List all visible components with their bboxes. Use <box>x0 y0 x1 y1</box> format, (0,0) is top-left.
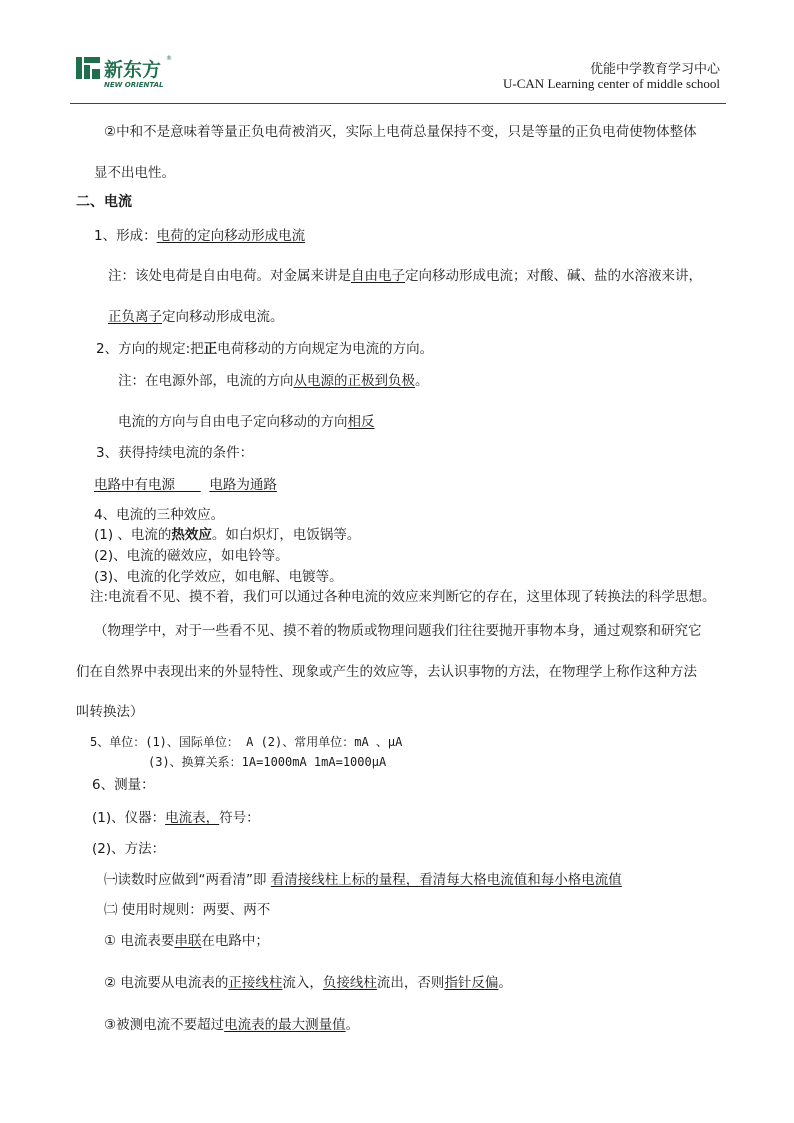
rule-max-current: ③被测电流不要超过电流表的最大测量值。 <box>104 1017 360 1033</box>
section-heading-current: 二、电流 <box>76 194 132 210</box>
item-units: 5、单位：(1)、国际单位： A (2)、常用单位：mA 、μA <box>90 735 403 749</box>
new-oriental-logo <box>76 51 186 91</box>
header-rule <box>70 103 726 104</box>
rule-terminals: ② 电流要从电流表的正接线柱流入，负接线柱流出，否则指针反偏。 <box>104 975 512 991</box>
note-direction: 注：在电源外部，电流的方向从电源的正极到负极。 <box>118 373 429 389</box>
paragraph-conversion-1: （物理学中，对于一些看不见、摸不着的物质或物理问题我们往往要抛开事物本身，通过观察和研究它 <box>94 623 702 639</box>
measurement-method: (2)、方法： <box>92 841 166 857</box>
header-title-cn: 优能中学教育学习中心 <box>589 61 720 76</box>
item-direction: 2、方向的规定:把正电荷移动的方向规定为电流的方向。 <box>96 341 434 357</box>
method-reading: ㈠读数时应做到“两看清”即 看清接线柱上标的量程，看清每大格电流值和每小格电流值 <box>104 872 622 888</box>
effect-heat: (1) 、电流的热效应。如白炽灯，电饭锅等。 <box>94 527 361 543</box>
note-electron-direction: 电流的方向与自由电子定向移动的方向相反 <box>118 414 375 430</box>
method-rules: ㈡ 使用时规则：两要、两不 <box>104 902 271 918</box>
paragraph-conversion-3: 叫转换法） <box>76 704 144 720</box>
note-effects: 注:电流看不见、摸不着，我们可以通过各种电流的效应来判断它的存在，这里体现了转换法的科学思想。 <box>90 589 716 605</box>
item-conditions: 3、获得持续电流的条件： <box>96 445 254 461</box>
conditions-answers: 电路中有电源 电路为通路 <box>94 477 277 493</box>
item-measurement: 6、测量： <box>92 777 155 793</box>
effect-magnetic: (2)、电流的磁效应，如电铃等。 <box>94 548 289 564</box>
item-formation: 1、形成：电荷的定向移动形成电流 <box>94 228 306 244</box>
paragraph-neutralization-cont: 显不出电性。 <box>94 165 175 181</box>
svg-text:NEW ORIENTAL: NEW ORIENTAL <box>104 81 164 89</box>
item-units-conversion: (3)、换算关系：1A=1000mA 1mA=1000μA <box>148 755 387 769</box>
svg-text:®: ® <box>166 55 172 62</box>
paragraph-conversion-2: 们在自然界中表现出来的外显特性、现象或产生的效应等，去认识事物的方法，在物理学上称作这种方法 <box>76 664 697 680</box>
measurement-instrument: (1)、仪器：电流表，符号： <box>92 810 260 826</box>
svg-text:新东方: 新东方 <box>104 59 162 81</box>
header-title-en: U-CAN Learning center of middle school <box>503 76 720 91</box>
paragraph-neutralization: ②中和不是意味着等量正负电荷被消灭，实际上电荷总量保持不变，只是等量的正负电荷使物体整体 <box>104 124 697 140</box>
note-free-charge-cont: 正负离子定向移动形成电流。 <box>108 309 284 325</box>
item-effects: 4、电流的三种效应。 <box>94 507 225 523</box>
note-free-charge: 注：该处电荷是自由电荷。对金属来讲是自由电子定向移动形成电流；对酸、碱、盐的水溶液来讲， <box>108 268 702 284</box>
rule-series: ① 电流表要串联在电路中； <box>104 933 269 949</box>
effect-chemical: (3)、电流的化学效应，如电解、电镀等。 <box>94 569 343 585</box>
